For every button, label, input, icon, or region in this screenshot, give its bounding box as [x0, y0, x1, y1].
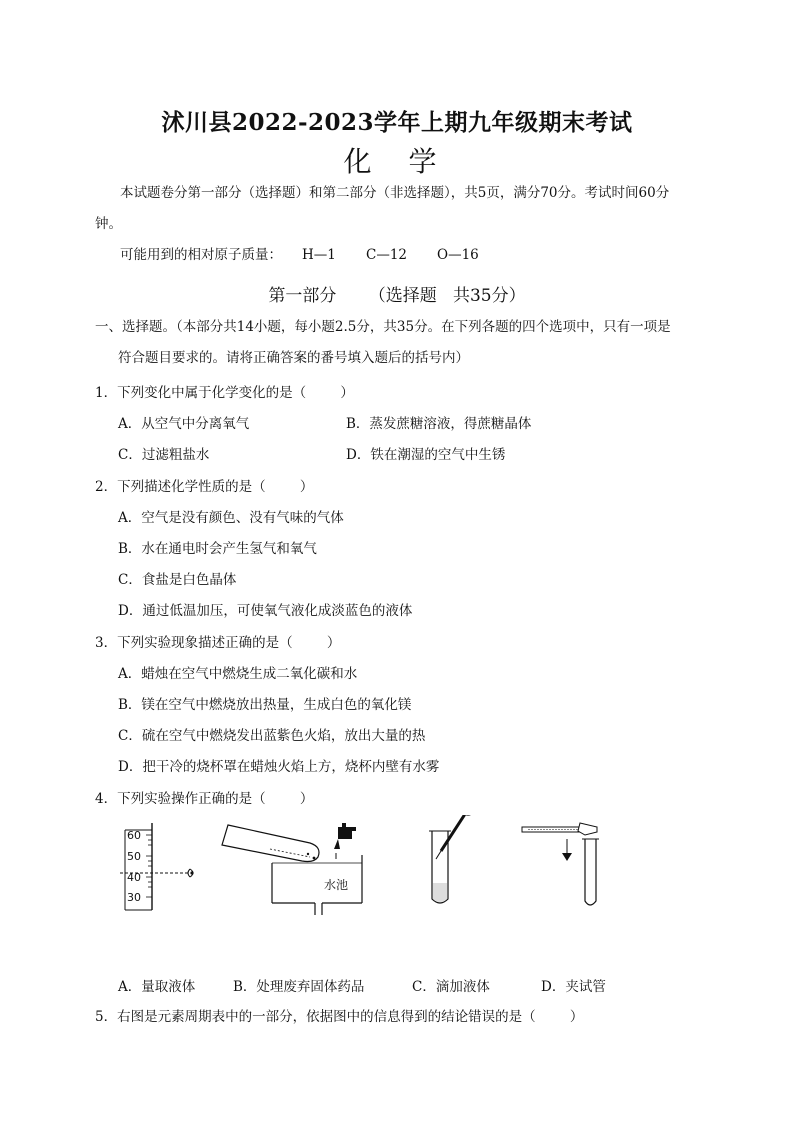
- question-4-figure: [110, 815, 630, 920]
- test-tube-holder-figure: [522, 823, 599, 905]
- cylinder-tick-40: 40: [127, 871, 141, 884]
- question-3-option-d: D．把干冷的烧杯罩在蜡烛火焰上方，烧杯内壁有水雾: [118, 759, 440, 775]
- atomic-mass-h: H—1: [302, 247, 336, 263]
- question-4-option-a: A．量取液体: [118, 979, 196, 995]
- question-4-option-b: B．处理废弃固体药品: [233, 979, 365, 995]
- graduated-cylinder-figure: [120, 823, 194, 910]
- question-1-option-c: C．过滤粗盐水: [118, 447, 210, 463]
- question-3-option-b: B．镁在空气中燃烧放出热量，生成白色的氧化镁: [118, 697, 412, 713]
- question-1-option-b: B．蒸发蔗糖溶液，得蔗糖晶体: [346, 416, 532, 432]
- intro-line-1: 本试题卷分第一部分（选择题）和第二部分（非选择题），共5页，满分70分。考试时间60分: [120, 185, 670, 201]
- section-instructions-2: 符合题目要求的。请将正确答案的番号填入题后的括号内）: [118, 350, 469, 366]
- question-3-option-c: C．硫在空气中燃烧发出蓝紫色火焰，放出大量的热: [118, 728, 426, 744]
- question-5-stem: 5．右图是元素周期表中的一部分，依据图中的信息得到的结论错误的是（ ）: [95, 1009, 584, 1025]
- atomic-mass-o: O—16: [437, 247, 479, 263]
- question-1-option-a: A．从空气中分离氧气: [118, 416, 250, 432]
- section-title: 第一部分 （选择题 共35分）: [268, 286, 526, 306]
- cylinder-tick-50: 50: [127, 850, 141, 863]
- sink-label: 水池: [324, 878, 349, 892]
- question-2-option-c: C．食盐是白色晶体: [118, 572, 237, 588]
- question-3-option-a: A．蜡烛在空气中燃烧生成二氧化碳和水: [118, 666, 358, 682]
- question-3-stem: 3．下列实验现象描述正确的是（ ）: [95, 635, 341, 651]
- atomic-mass-label: 可能用到的相对原子质量：: [120, 247, 282, 263]
- question-2-option-a: A．空气是没有颜色、没有气味的气体: [118, 510, 344, 526]
- question-1-option-d: D．铁在潮湿的空气中生锈: [346, 447, 506, 463]
- cylinder-tick-30: 30: [127, 891, 141, 904]
- atomic-mass-c: C—12: [366, 247, 408, 263]
- waste-disposal-figure: [222, 823, 362, 915]
- section-instructions-1: 一、选择题。（本部分共14小题，每小题2.5分，共35分。在下列各题的四个选项中，只有一项是: [95, 319, 671, 335]
- question-4-option-c: C．滴加液体: [412, 979, 490, 995]
- dropper-figure: [429, 815, 473, 903]
- exam-title: 沭川县2022-2023学年上期九年级期末考试: [161, 109, 633, 136]
- question-1-stem: 1．下列变化中属于化学变化的是（ ）: [95, 385, 354, 401]
- question-2-option-b: B．水在通电时会产生氢气和氧气: [118, 541, 317, 557]
- subject-title: 化 学: [343, 145, 451, 178]
- intro-line-2: 钟。: [95, 216, 122, 232]
- question-2-option-d: D．通过低温加压，可使氧气液化成淡蓝色的液体: [118, 603, 413, 619]
- question-2-stem: 2．下列描述化学性质的是（ ）: [95, 479, 314, 495]
- question-4-option-d: D．夹试管: [541, 979, 606, 995]
- cylinder-tick-60: 60: [127, 829, 141, 842]
- question-4-stem: 4．下列实验操作正确的是（ ）: [95, 791, 314, 807]
